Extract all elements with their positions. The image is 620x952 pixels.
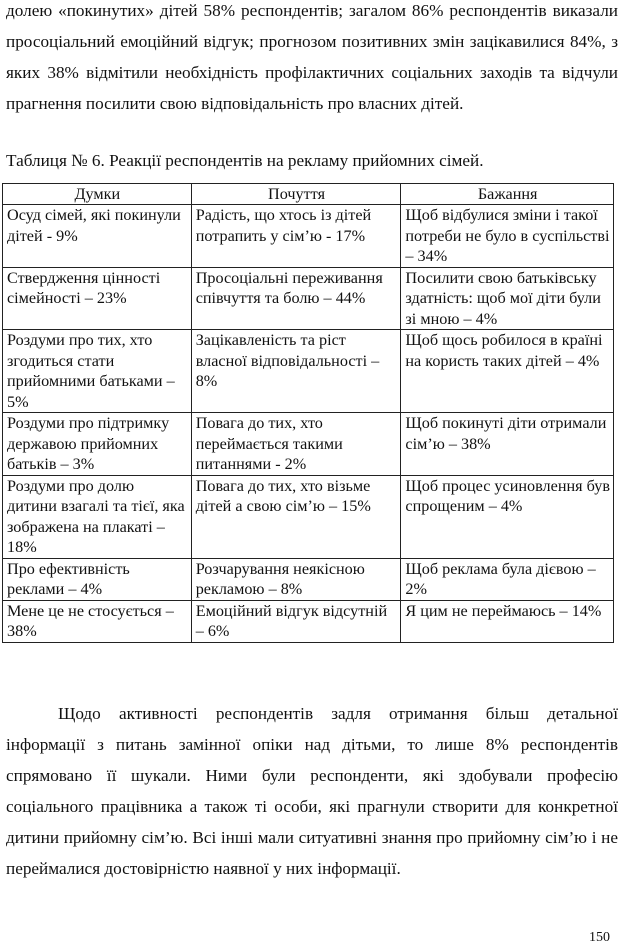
table-cell: Осуд сімей, які покинули дітей - 9% [3, 205, 192, 268]
top-paragraph: долею «покинутих» дітей 58% респондентів; загалом 86% респондентів виказали просоціальний емоційний відгук; прогнозом позитивних змін зацікавилися 84%, з яких 38% відмітили необхідність профілактичних соціальних заходів та відчули прагнення посилити свою відповідальність про власних дітей. [6, 1, 618, 113]
table-cell: Ствердження цінності сімейності – 23% [3, 267, 192, 330]
table-cell: Я цим не переймаюсь – 14% [401, 600, 614, 642]
table-cell: Повага до тих, хто візьме дітей а свою сім’ю – 15% [191, 475, 401, 558]
header-wishes: Бажання [401, 184, 614, 205]
table-header-row [3, 184, 614, 205]
table-cell: Емоційний відгук відсутній – 6% [191, 600, 401, 642]
reactions-table [2, 183, 614, 643]
table-cell: Просоціальні переживання співчуття та болю – 44% [191, 267, 401, 330]
table-cell: Щоб реклама була дієвою – 2% [401, 558, 614, 600]
table-row [3, 558, 614, 600]
table-row [3, 330, 614, 413]
table-cell: Розчарування неякісною рекламою – 8% [191, 558, 401, 600]
table-row [3, 600, 614, 642]
table-cell: Роздуми про підтримку державою прийомних батьків – 3% [3, 413, 192, 476]
table-cell: Щоб процес усиновлення був спрощеним – 4% [401, 475, 614, 558]
table-cell: Щоб відбулися зміни і такої потреби не було в суспільстві – 34% [401, 205, 614, 268]
table-cell: Про ефективність реклами – 4% [3, 558, 192, 600]
table-cell: Зацікавленість та ріст власної відповідальності – 8% [191, 330, 401, 413]
table-cell: Роздуми про тих, хто згодиться стати прийомними батьками – 5% [3, 330, 192, 413]
header-thoughts: Думки [3, 184, 192, 205]
table-cell: Роздуми про долю дитини взагалі та тієї, яка зображена на плакаті – 18% [3, 475, 192, 558]
bottom-paragraph: Щодо активності респондентів задля отримання більш детальної інформації з питань замінної опіки над дітьми, то лише 8% респондентів спрямовано її шукали. Ними були респонденти, які здобували професію соціального працівника а також ті особи, які прагнули створити для конкретної дитини прийомну сім’ю. Всі інші мали ситуативні знання про прийомну сім’ю і не переймалися достовірністю наявної у них інформації. [6, 704, 618, 878]
table-row [3, 413, 614, 476]
table-row [3, 267, 614, 330]
table-cell: Мене це не стосується – 38% [3, 600, 192, 642]
table-row [3, 475, 614, 558]
table-cell: Щоб покинуті діти отримали сім’ю – 38% [401, 413, 614, 476]
table-cell: Повага до тих, хто переймається такими питаннями - 2% [191, 413, 401, 476]
table-caption: Таблиця № 6. Реакції респондентів на рекламу прийомних сімей. [6, 151, 484, 170]
table-row [3, 205, 614, 268]
header-feelings: Почуття [191, 184, 401, 205]
table-cell: Посилити свою батьківську здатність: щоб мої діти були зі мною – 4% [401, 267, 614, 330]
table-cell: Щоб щось робилося в країні на користь таких дітей – 4% [401, 330, 614, 413]
table-cell: Радість, що хтось із дітей потрапить у сім’ю - 17% [191, 205, 401, 268]
page-number: 150 [589, 930, 610, 945]
